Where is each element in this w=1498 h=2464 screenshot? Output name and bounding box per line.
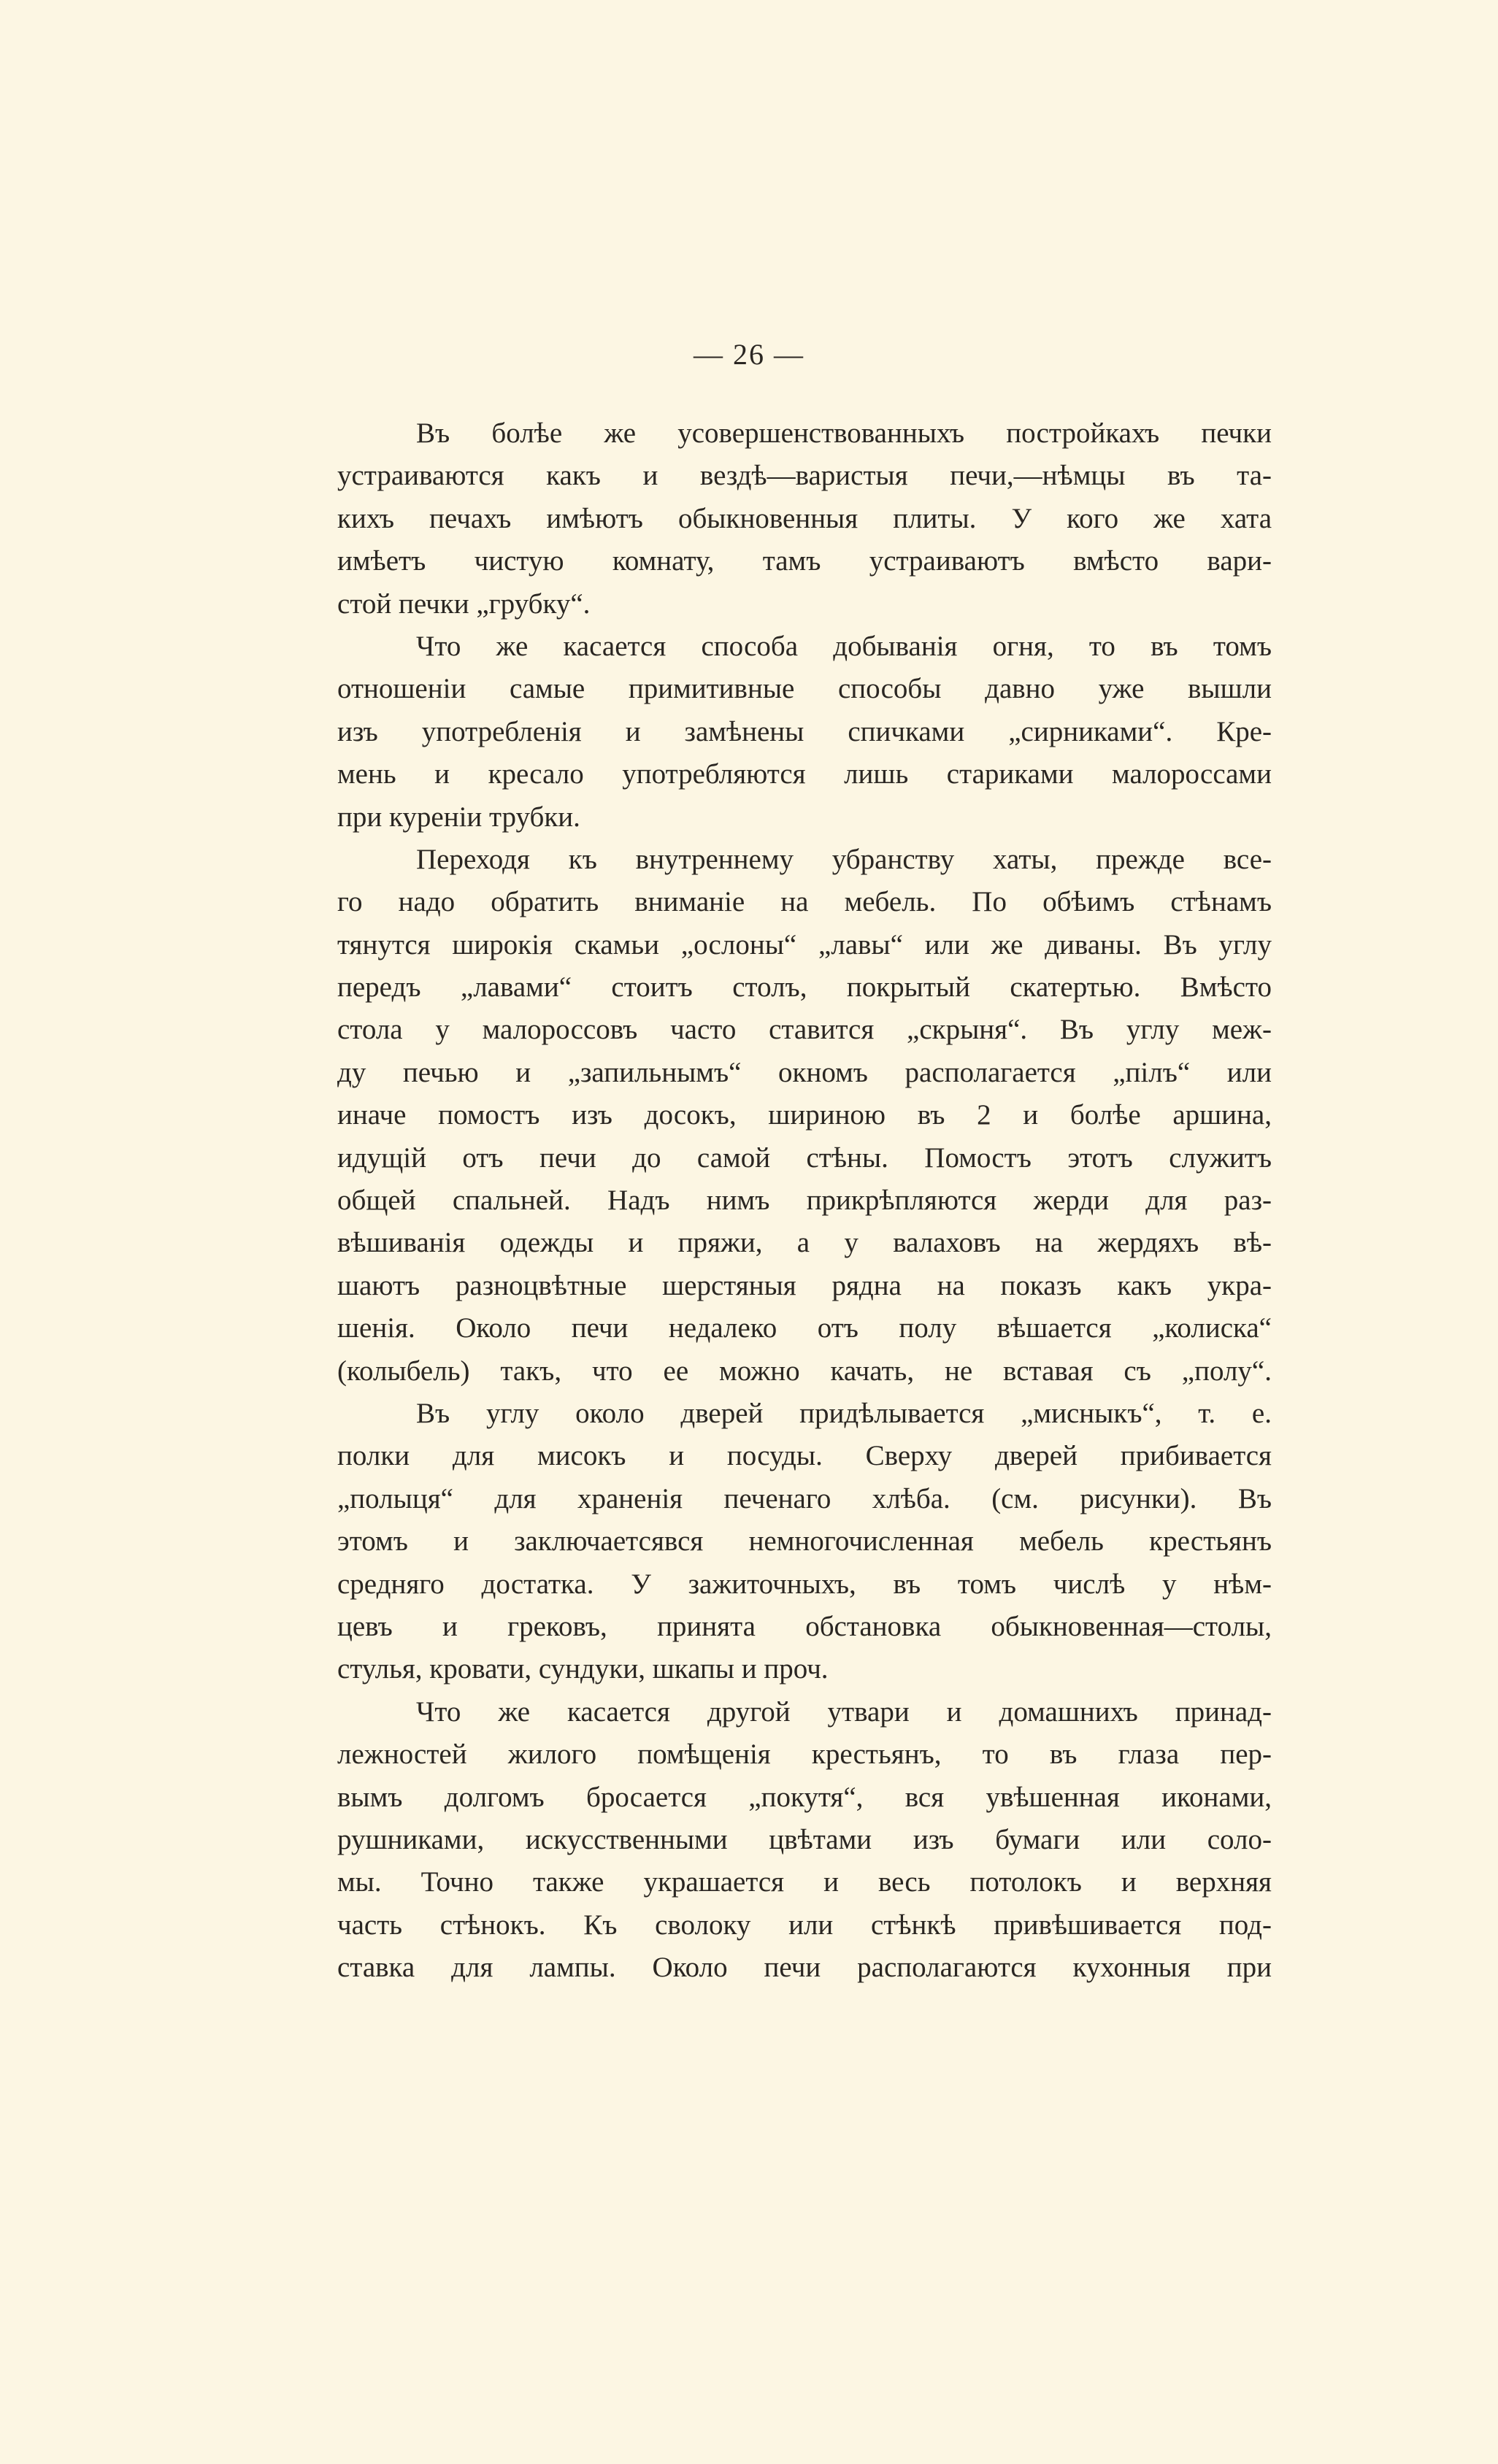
text-line: вѣшиванія одежды и пряжи, а у валаховъ на жердяхъ вѣ- bbox=[337, 1227, 1272, 1259]
paragraph bbox=[337, 839, 1272, 1393]
text-line: иначе помостъ изъ досокъ, шириною въ 2 и болѣе аршина, bbox=[337, 1099, 1272, 1131]
text-line: шенія. Около печи недалеко отъ полу вѣшается „колиска“ bbox=[337, 1312, 1272, 1344]
text-line: лежностей жилого помѣщенія крестьянъ, то въ глаза пер- bbox=[337, 1739, 1272, 1771]
text-line: стой печки „грубку“. bbox=[337, 588, 591, 620]
text-line: Что же касается способа добыванія огня, то въ томъ bbox=[416, 630, 1272, 662]
paragraph bbox=[337, 1691, 1272, 1990]
text-line: передъ „лавами“ стоитъ столъ, покрытый скатертью. Вмѣсто bbox=[337, 971, 1272, 1004]
text-line: цевъ и грековъ, принята обстановка обыкновенная—столы, bbox=[337, 1610, 1272, 1642]
paragraph bbox=[337, 625, 1272, 839]
text-line: мень и кресало употребляются лишь стариками малороссами bbox=[337, 758, 1272, 790]
text-line: шаютъ разноцвѣтные шерстяныя рядна на показъ какъ укра- bbox=[337, 1269, 1272, 1301]
text-line: тянутся широкія скамьи „ослоны“ „лавы“ или же диваны. Въ углу bbox=[337, 928, 1272, 960]
text-line: „полыця“ для храненія печенаго хлѣба. (см. рисунки). Въ bbox=[337, 1482, 1272, 1514]
text-line: мы. Точно также украшается и весь потолокъ и верхняя bbox=[337, 1866, 1272, 1898]
text-line: (колыбель) такъ, что ее можно качать, не вставая съ „полу“. bbox=[337, 1355, 1272, 1387]
text-line: стулья, кровати, сундуки, шкапы и проч. bbox=[337, 1653, 829, 1685]
text-line: ставка для лампы. Около печи располагаются кухонныя при bbox=[337, 1952, 1272, 1984]
text-line: полки для мисокъ и посуды. Сверху дверей прибивается bbox=[337, 1440, 1272, 1472]
text-line: при куреніи трубки. bbox=[337, 801, 580, 833]
paragraph bbox=[337, 412, 1272, 625]
text-line: кихъ печахъ имѣютъ обыкновенныя плиты. У кого же хата bbox=[337, 502, 1272, 534]
text-line: Что же касается другой утвари и домашнихъ принад- bbox=[416, 1695, 1272, 1728]
text-line: имѣетъ чистую комнату, тамъ устраиваютъ вмѣсто вари- bbox=[337, 545, 1272, 577]
text-line: этомъ и заключаетсявся немногочисленная мебель крестьянъ bbox=[337, 1525, 1272, 1558]
text-line: идущій отъ печи до самой стѣны. Помостъ этотъ служитъ bbox=[337, 1141, 1272, 1174]
text-line: средняго достатка. У зажиточныхъ, въ томъ числѣ у нѣм- bbox=[337, 1568, 1272, 1600]
text-line: часть стѣнокъ. Къ сволоку или стѣнкѣ привѣшивается под- bbox=[337, 1909, 1272, 1941]
text-line: изъ употребленія и замѣнены спичками „сирниками“. Кре- bbox=[337, 715, 1272, 747]
text-line: общей спальней. Надъ нимъ прикрѣпляются жерди для раз- bbox=[337, 1185, 1272, 1217]
text-line: го надо обратить вниманіе на мебель. По обѣимъ стѣнамъ bbox=[337, 886, 1272, 918]
text-line: Переходя къ внутреннему убранству хаты, прежде все- bbox=[416, 843, 1272, 875]
text-line: отношеніи самые примитивные способы давно уже вышли bbox=[337, 673, 1272, 705]
text-line: рушниками, искусственными цвѣтами изъ бумаги или соло- bbox=[337, 1823, 1272, 1855]
text-line: устраиваются какъ и вездѣ—варистыя печи,—нѣмцы въ та- bbox=[337, 460, 1272, 492]
text-line: стола у малороссовъ часто ставится „скрыня“. Въ углу меж- bbox=[337, 1014, 1272, 1046]
text-line: Въ болѣе же усовершенствованныхъ постройкахъ печки bbox=[416, 417, 1272, 449]
text-line: вымъ долгомъ бросается „покутя“, вся увѣшенная иконами, bbox=[337, 1781, 1272, 1813]
text-line: Въ углу около дверей придѣлывается „мисныкъ“, т. е. bbox=[416, 1397, 1272, 1429]
paragraph bbox=[337, 1393, 1272, 1691]
body-text bbox=[337, 412, 1272, 1989]
page-number: — 26 — bbox=[694, 338, 804, 371]
text-line: ду печью и „запильнымъ“ окномъ располагается „пілъ“ или bbox=[337, 1056, 1272, 1088]
